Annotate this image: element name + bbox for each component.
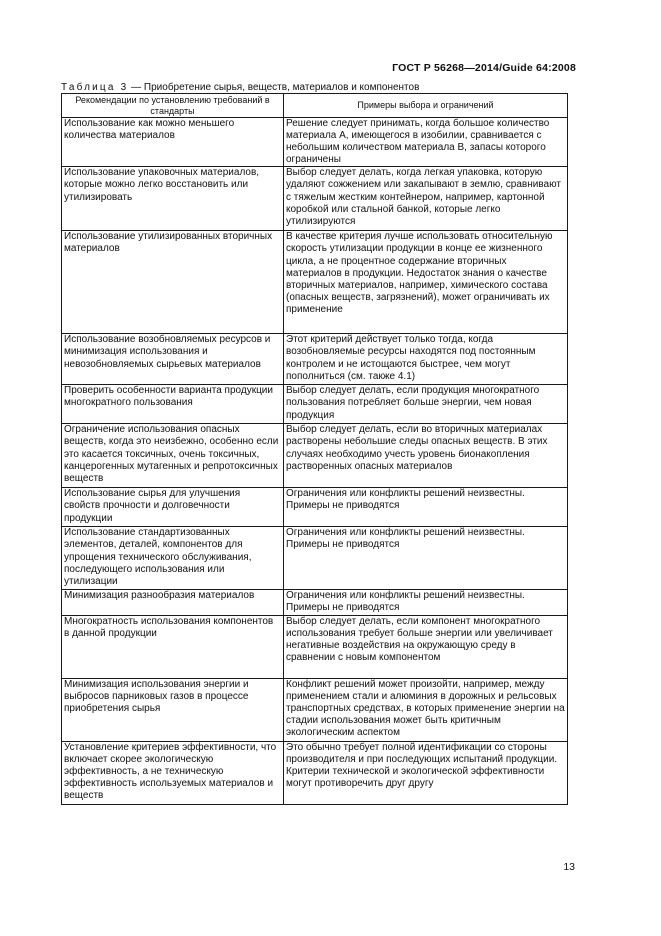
recommendation-cell: Использование как можно меньшего количества материалов	[62, 118, 284, 167]
standard-designation: ГОСТ Р 56268—2014/Guide 64:2008	[392, 62, 576, 74]
example-cell: Ограничения или конфликты решений неизвестны. Примеры не приводятся	[284, 488, 568, 527]
table-caption	[61, 82, 419, 93]
page-number: 13	[563, 861, 575, 873]
table-row	[62, 118, 568, 167]
recommendation-cell: Установление критериев эффективности, что включает скорее экологическую эффективность, а не техническую эффективность используемых материалов и веществ	[62, 741, 284, 804]
example-cell: Выбор следует делать, если компонент многократного использования требует больше энергии или увеличивает негативные воздействия на окружающую среду в сравнении с новым компонентом	[284, 615, 568, 678]
table-row	[62, 615, 568, 678]
recommendation-cell: Использование стандартизованных элементов, деталей, компонентов для упрощения технического обслуживания, последующего использования или утилизации	[62, 527, 284, 590]
recommendation-cell: Минимизация разнообразия материалов	[62, 590, 284, 615]
table-caption-separator: —	[128, 82, 144, 93]
table-row	[62, 527, 568, 590]
table-row	[62, 231, 568, 334]
recommendation-cell: Использование сырья для улучшения свойств прочности и долговечности продукции	[62, 488, 284, 527]
table-row	[62, 590, 568, 615]
requirements-table	[61, 93, 568, 805]
example-cell: Это обычно требует полной идентификации со стороны производителя и при последующих испытаний продукции. Критерии технической и экологической эффективности могут противоречить друг другу	[284, 741, 568, 804]
recommendation-cell: Ограничение использования опасных веществ, когда это неизбежно, особенно если это касается токсичных, очень токсичных, канцерогенных мутагенных и репротоксичных веществ	[62, 424, 284, 488]
recommendation-cell: Проверить особенности варианта продукции многократного пользования	[62, 385, 284, 424]
recommendation-cell: Минимизация использования энергии и выбросов парниковых газов в процессе приобретения сырья	[62, 678, 284, 741]
table-caption-title: Приобретение сырья, веществ, материалов и компонентов	[143, 82, 420, 93]
recommendation-cell: Использование возобновляемых ресурсов и минимизация использования и невозобновляемых сырьевых материалов	[62, 334, 284, 385]
table-header-row	[62, 94, 568, 118]
recommendation-cell: Использование утилизированных вторичных материалов	[62, 231, 284, 334]
column-header-examples: Примеры выбора и ограничений	[284, 94, 568, 118]
example-cell: Выбор следует делать, когда легкая упаковка, которую удаляют сожжением или закапывают в землю, сравнивают с тяжелым жестким контейнером, например, картонной коробкой или стальной банкой, которые легко утилизируются	[284, 167, 568, 231]
table-row	[62, 488, 568, 527]
table-row	[62, 424, 568, 488]
table-row	[62, 334, 568, 385]
example-cell: Этот критерий действует только тогда, когда возобновляемые ресурсы находятся под постоянным контролем и не истощаются быстрее, чем могут пополниться (см. также 4.1)	[284, 334, 568, 385]
example-cell: Выбор следует делать, если продукция многократного пользования потребляет больше энергии, чем новая продукция	[284, 385, 568, 424]
example-cell: Ограничения или конфликты решений неизвестны. Примеры не приводятся	[284, 527, 568, 590]
table-row	[62, 741, 568, 804]
example-cell: Ограничения или конфликты решений неизвестны. Примеры не приводятся	[284, 590, 568, 615]
table-row	[62, 385, 568, 424]
example-cell: В качестве критерия лучше использовать относительную скорость утилизации продукции в конце ее жизненного цикла, а не процентное содержание вторичных материалов в продукции. Недостаток знания о качестве вторичных материалов, например, химического состава (опасных веществ, загрязнений), может ограничивать их применение	[284, 231, 568, 334]
recommendation-cell: Многократность использования компонентов в данной продукции	[62, 615, 284, 678]
example-cell: Конфликт решений может произойти, например, между применением стали и алюминия в дорожных и рельсовых транспортных средствах, в которых применение энергии на стадии использования может быть критичным экологическим аспектом	[284, 678, 568, 741]
table-caption-label: Таблица 3	[61, 82, 129, 93]
table-row	[62, 678, 568, 741]
table-row	[62, 167, 568, 231]
recommendation-cell: Использование упаковочных материалов, которые можно легко восстановить или утилизировать	[62, 167, 284, 231]
example-cell: Выбор следует делать, если во вторичных материалах растворены небольшие следы опасных веществ. В этих случаях необходимо учесть уровень бионакопления растворенных опасных материалов	[284, 424, 568, 488]
example-cell: Решение следует принимать, когда большое количество материала A, имеющегося в изобилии, сравнивается с небольшим количеством материала B, запасы которого ограничены	[284, 118, 568, 167]
column-header-recommendations: Рекомендации по установлению требований в стандарты	[62, 94, 284, 118]
